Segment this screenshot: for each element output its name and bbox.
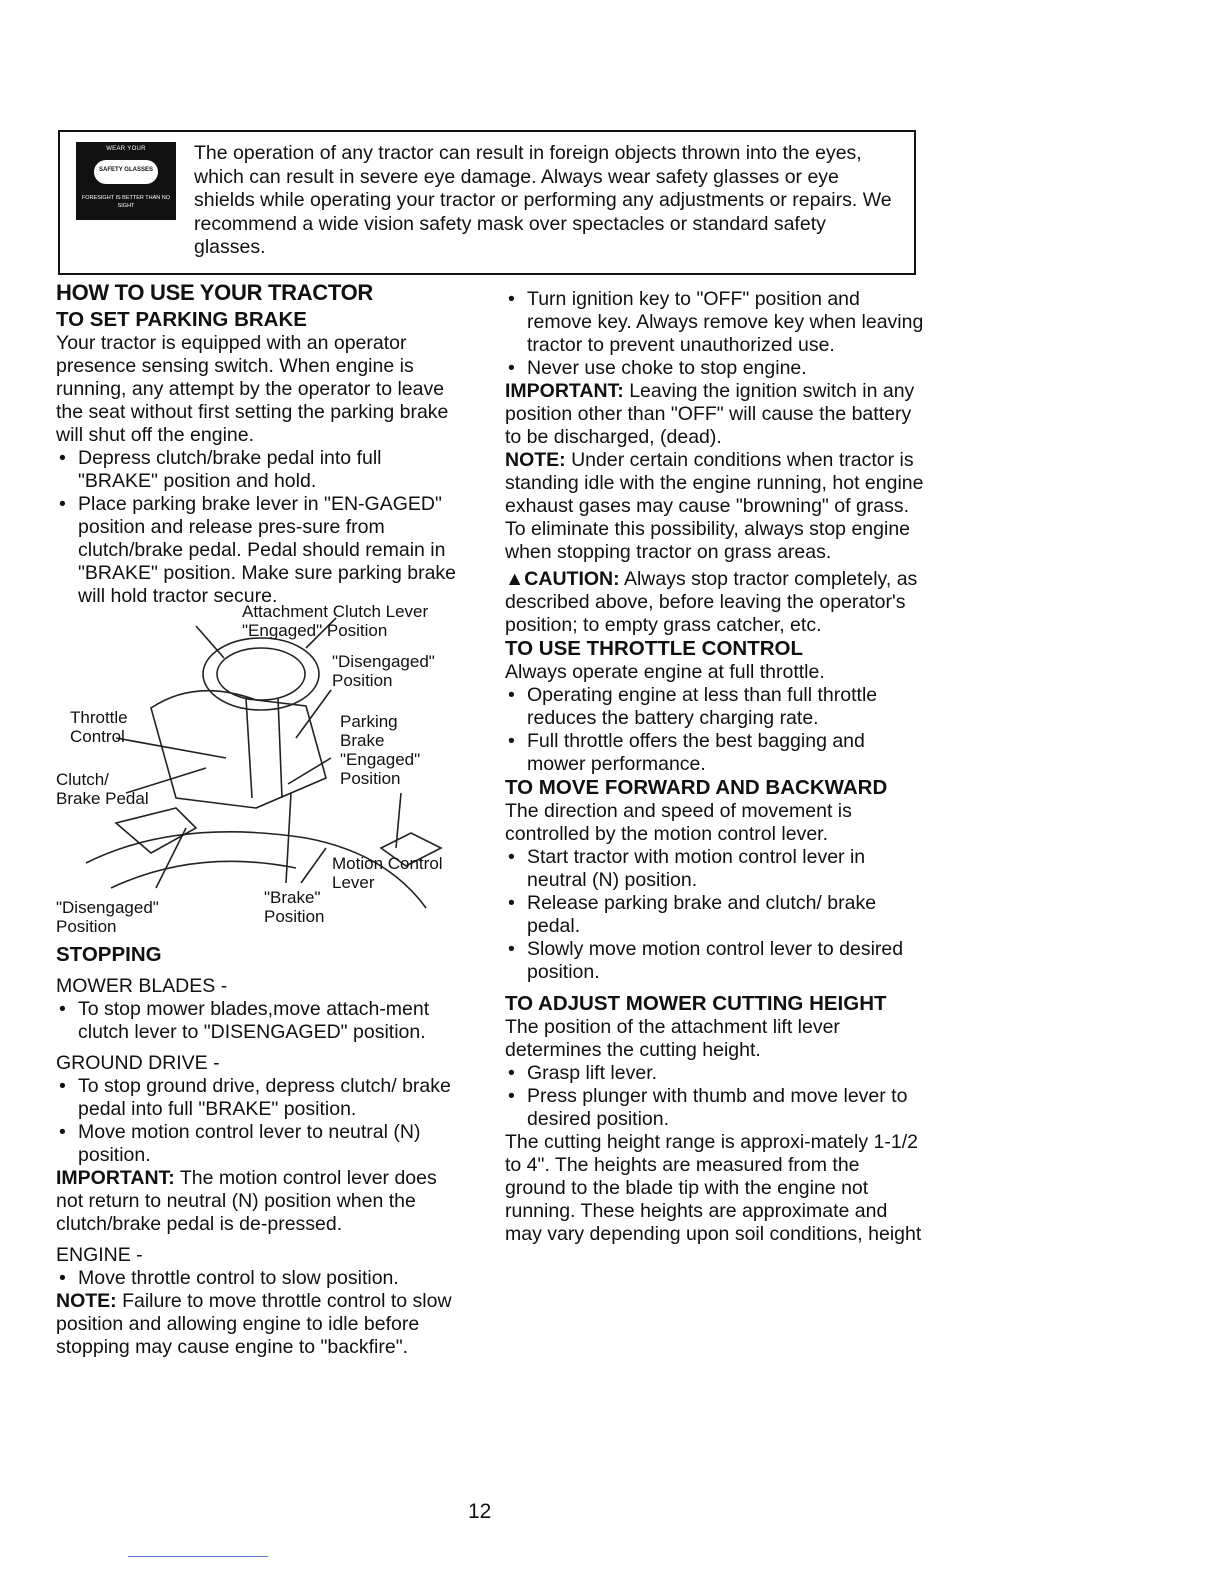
important-text: Leaving the ignition switch in any position other than "OFF" will cause the battery to be discharged, (dead). bbox=[505, 380, 915, 448]
left-column bbox=[56, 280, 466, 1359]
throttle-heading: TO USE THROTTLE CONTROL bbox=[505, 637, 804, 660]
label-disengaged-bottom: "Disengaged" Position bbox=[56, 898, 159, 936]
icon-caption-bottom: FORESIGHT IS BETTER THAN NO SIGHT bbox=[81, 195, 171, 209]
cutting-height-heading: TO ADJUST MOWER CUTTING HEIGHT bbox=[505, 992, 887, 1015]
glasses-band bbox=[94, 160, 158, 184]
engine-steps bbox=[56, 1267, 466, 1290]
label-clutch-brake-pedal: Clutch/ Brake Pedal bbox=[56, 770, 149, 808]
list-item: • Slowly move motion control lever to desired position. bbox=[505, 938, 925, 984]
bottom-rule bbox=[128, 1556, 268, 1557]
section-heading: HOW TO USE YOUR TRACTOR bbox=[56, 280, 374, 305]
note-label: NOTE: bbox=[56, 1290, 117, 1312]
warning-text: The operation of any tractor can result in foreign objects thrown into the eyes, which can result in severe eye damage. Always wear safety glasses or eye shields while operating your tractor or performing any adjustments or repairs. We recommend a wide vision safety mask over spectacles or standard safety glasses. bbox=[194, 142, 892, 258]
stopping-heading: STOPPING bbox=[56, 943, 162, 966]
list-item: • Place parking brake lever in "EN-GAGED" position and release pres-sure from clutch/brake pedal. Pedal should remain in "BRAKE" position. Make sure parking brake will hold tractor secure. bbox=[56, 493, 466, 608]
safety-warning-box bbox=[58, 130, 916, 275]
important-note-left bbox=[56, 1167, 466, 1236]
cutting-height-intro: The position of the attachment lift lever determines the cutting height. bbox=[505, 1016, 840, 1061]
label-disengaged-top: "Disengaged" Position bbox=[332, 652, 435, 690]
icon-caption-mid: SAFETY GLASSES bbox=[99, 167, 153, 173]
list-item: • Release parking brake and clutch/ brake pedal. bbox=[505, 892, 925, 938]
throttle-steps bbox=[505, 684, 925, 776]
move-heading: TO MOVE FORWARD AND BACKWARD bbox=[505, 776, 888, 799]
icon-caption-top: WEAR YOUR bbox=[106, 146, 146, 152]
label-parking-brake-engaged: Parking Brake "Engaged" Position bbox=[340, 712, 421, 788]
caution-label: ▲CAUTION: bbox=[505, 568, 620, 590]
label-throttle-control: Throttle Control bbox=[70, 708, 128, 746]
list-item: • Operating engine at less than full throttle reduces the battery charging rate. bbox=[505, 684, 925, 730]
note-right bbox=[505, 449, 925, 564]
important-note-right bbox=[505, 380, 925, 449]
list-item: • Full throttle offers the best bagging and mower performance. bbox=[505, 730, 925, 776]
parking-brake-heading: TO SET PARKING BRAKE bbox=[56, 308, 307, 331]
throttle-intro: Always operate engine at full throttle. bbox=[505, 661, 825, 683]
engine-label: ENGINE - bbox=[56, 1244, 143, 1266]
right-column bbox=[505, 288, 925, 1246]
note-label: NOTE: bbox=[505, 449, 566, 471]
mower-blades-label: MOWER BLADES - bbox=[56, 975, 228, 997]
note-left bbox=[56, 1290, 466, 1359]
page-number: 12 bbox=[468, 1500, 492, 1523]
list-item: • Depress clutch/brake pedal into full "BRAKE" position and hold. bbox=[56, 447, 466, 493]
label-attachment-engaged: Attachment Clutch Lever "Engaged" Position bbox=[242, 602, 429, 640]
move-intro: The direction and speed of movement is controlled by the motion control lever. bbox=[505, 800, 852, 845]
caution-note bbox=[505, 568, 925, 637]
move-steps bbox=[505, 846, 925, 984]
list-item: • Move throttle control to slow position. bbox=[56, 1267, 466, 1290]
cutting-height-text: The cutting height range is approxi-mately 1-1/2 to 4". The heights are measured from the ground to the blade tip with the engine not running. These heights are approximate and may vary depending upon soil conditions, height bbox=[505, 1131, 922, 1245]
list-item: • Never use choke to stop engine. bbox=[505, 357, 925, 380]
ground-drive-steps bbox=[56, 1075, 466, 1167]
note-text: Under certain conditions when tractor is standing idle with the engine running, hot engine exhaust gases may cause "browning" of grass. To eliminate this possibility, always stop engine when stopping tractor on grass areas. bbox=[505, 449, 924, 563]
parking-brake-steps bbox=[56, 447, 466, 608]
list-item: • Grasp lift lever. bbox=[505, 1062, 925, 1085]
list-item: • Press plunger with thumb and move lever to desired position. bbox=[505, 1085, 925, 1131]
label-brake-position: "Brake" Position bbox=[264, 888, 325, 926]
list-item: • To stop ground drive, depress clutch/ brake pedal into full "BRAKE" position. bbox=[56, 1075, 466, 1121]
mower-blades-steps bbox=[56, 998, 466, 1044]
list-item: • Move motion control lever to neutral (N) position. bbox=[56, 1121, 466, 1167]
ground-drive-label: GROUND DRIVE - bbox=[56, 1052, 220, 1074]
stop-engine-steps bbox=[505, 288, 925, 380]
safety-glasses-icon bbox=[76, 142, 176, 220]
note-text: Failure to move throttle control to slow position and allowing engine to idle before stopping may cause engine to "backfire". bbox=[56, 1290, 452, 1358]
label-motion-control-lever: Motion Control Lever bbox=[332, 854, 443, 892]
list-item: • Turn ignition key to "OFF" position and remove key. Always remove key when leaving tractor to prevent unauthorized use. bbox=[505, 288, 925, 357]
parking-brake-intro: Your tractor is equipped with an operator presence sensing switch. When engine is running, any attempt by the operator to leave the seat without first setting the parking brake will shut off the engine. bbox=[56, 332, 449, 446]
tractor-controls-diagram bbox=[56, 602, 466, 943]
caution-text: Always stop tractor completely, as described above, before leaving the operator's position; to empty grass catcher, etc. bbox=[505, 568, 918, 636]
list-item: • To stop mower blades,move attach-ment clutch lever to "DISENGAGED" position. bbox=[56, 998, 466, 1044]
important-label: IMPORTANT: bbox=[56, 1167, 175, 1189]
important-label: IMPORTANT: bbox=[505, 380, 624, 402]
important-text: The motion control lever does not return to neutral (N) position when the clutch/brake pedal is de-pressed. bbox=[56, 1167, 437, 1235]
cutting-height-steps bbox=[505, 1062, 925, 1131]
list-item: • Start tractor with motion control lever in neutral (N) position. bbox=[505, 846, 925, 892]
